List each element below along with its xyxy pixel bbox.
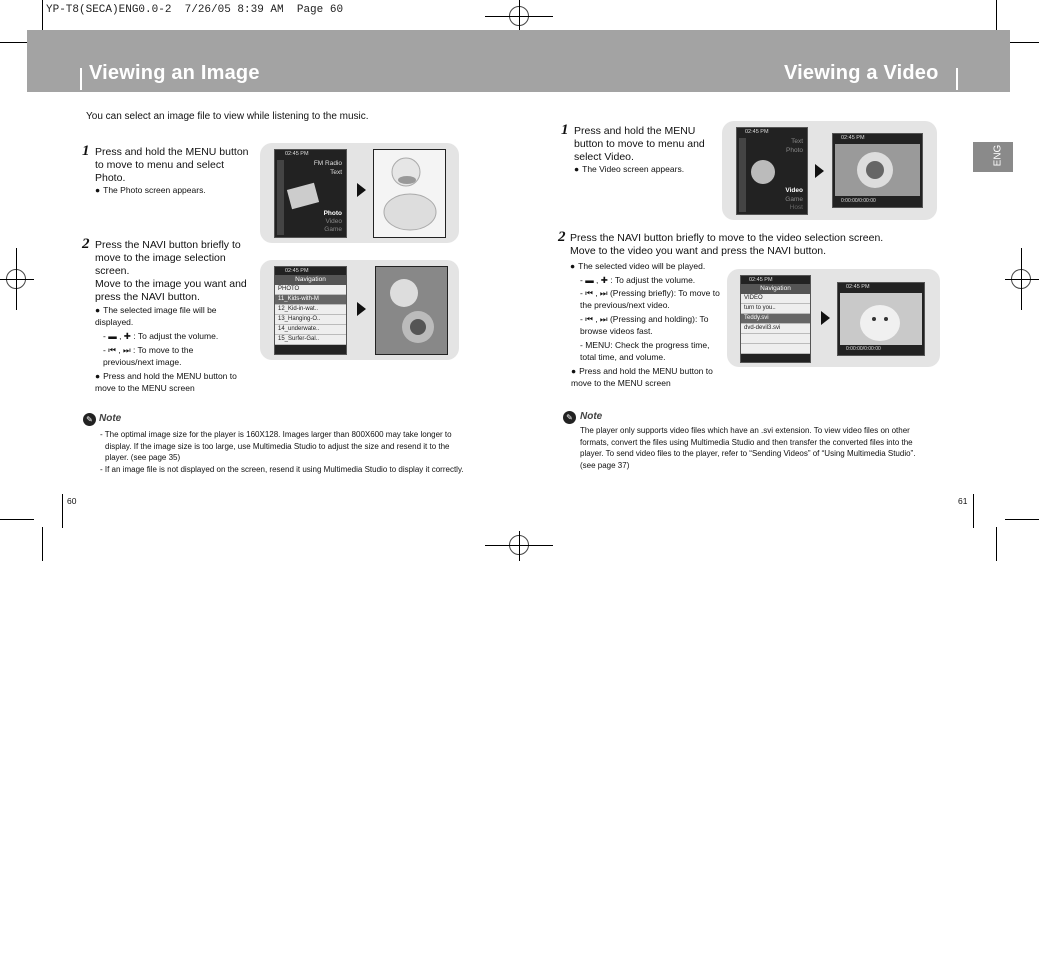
nav-header: Navigation: [275, 275, 346, 285]
player-screen-menu: 02:45 PM Text Photo Video Game Host: [736, 127, 808, 215]
registration-line: [1005, 279, 1039, 280]
sub-item: - ⏮ , ⏭ (Pressing and holding): To browse videos fast.: [580, 314, 709, 336]
photo-menu-icon: [287, 183, 319, 210]
list-item: [741, 344, 810, 354]
skip-icon: ⏮ , ⏭: [108, 345, 131, 355]
step-bullet: ● Press and hold the MENU button to move to the MENU screen: [95, 371, 250, 394]
intro-text: You can select an image file to view while listening to the music.: [86, 111, 369, 122]
duck-image: [373, 149, 446, 238]
video-frame: [835, 144, 920, 196]
note-icon: ✎: [83, 413, 96, 426]
title-bar-right: [956, 68, 958, 90]
list-item[interactable]: 13_Hanging-O..: [275, 315, 346, 325]
player-screen-menu: 02:45 PM FM Radio Text Photo Video Game: [274, 149, 347, 238]
crop-mark: [42, 527, 43, 561]
video-playback-screen: 02:45 PM 0:00:00/0:00:00: [832, 133, 923, 208]
step-number: 1: [561, 122, 569, 138]
page-edge-mark: [973, 494, 974, 528]
step-bullet: ● The selected video will be played.: [570, 261, 730, 273]
list-item: [741, 334, 810, 344]
left-page-title: Viewing an Image: [89, 62, 260, 84]
step-bullet: ● Press and hold the MENU button to move to the MENU screen: [571, 366, 721, 389]
title-bar-left: [80, 68, 82, 90]
video-reel-icon: [751, 160, 775, 184]
crop-mark: [996, 0, 997, 34]
list-item[interactable]: dvd-devil3.svi: [741, 324, 810, 334]
sub-item: - ⏮ , ⏭ (Pressing briefly): To move to the previous/next video.: [580, 288, 720, 310]
language-tab: ENG: [973, 142, 1013, 172]
crop-mark: [1005, 519, 1039, 520]
menu-icon-strip: [277, 160, 284, 235]
note-item: - If an image file is not displayed on the screen, resend it using Multimedia Studio to display it correctly.: [100, 465, 464, 474]
sub-item: - ▬ , ✚ : To adjust the volume.: [580, 275, 696, 285]
arrow-icon: [357, 302, 366, 316]
registration-line: [0, 279, 34, 280]
volume-icon: ▬ , ✚: [108, 331, 131, 341]
crop-mark: [1005, 42, 1039, 43]
note-title: Note: [580, 411, 603, 422]
step-text: Press the NAVI button briefly to move to the video selection screen.: [570, 232, 884, 244]
step-text: Press and hold the MENU button to move to menu and select Photo.: [95, 146, 249, 184]
page-number: 60: [67, 496, 77, 506]
player-screen-navigation: 02:45 PM Navigation VIDEO turn to you.. Teddy.svi dvd-devil3.svi: [740, 275, 811, 363]
note-icon: ✎: [563, 411, 576, 424]
list-item[interactable]: 12_Kid-in-wat..: [275, 305, 346, 315]
crop-mark: [0, 519, 34, 520]
step-number: 2: [558, 229, 566, 245]
nav-header: Navigation: [741, 284, 810, 294]
step-bullet: ● The Video screen appears.: [574, 164, 714, 176]
sub-item: - ⏮ , ⏭ : To move to the previous/next image.: [103, 345, 194, 367]
registration-line: [16, 248, 17, 310]
menu-icon-strip: [739, 138, 746, 212]
step-text: Move to the image you want and press the NAVI button.: [95, 278, 247, 303]
registration-line: [519, 531, 520, 561]
step-bullet: ● The Photo screen appears.: [95, 185, 255, 197]
registration-line: [519, 0, 520, 30]
step-text: Move to the video you want and press the NAVI button.: [570, 245, 827, 257]
crop-mark: [996, 527, 997, 561]
page-number: 61: [958, 496, 968, 506]
registration-line: [1021, 248, 1022, 310]
sub-item: - MENU: Check the progress time, total time, and volume.: [580, 340, 710, 362]
step-text: Press the NAVI button briefly to move to the image selection screen.: [95, 239, 241, 277]
list-item[interactable]: 14_underwate..: [275, 325, 346, 335]
list-item[interactable]: 11_Kids-with-M: [275, 295, 346, 305]
note-title: Note: [99, 413, 122, 424]
list-item[interactable]: turn to you..: [741, 304, 810, 314]
list-item[interactable]: Teddy.svi: [741, 314, 810, 324]
crop-mark: [42, 0, 43, 34]
step-bullet: ● The selected image file will be displayed.: [95, 305, 235, 328]
video-frame: [840, 293, 922, 345]
step-number: 2: [82, 236, 90, 252]
right-page-title: Viewing a Video: [784, 62, 939, 84]
page-edge-mark: [62, 494, 63, 528]
list-item[interactable]: PHOTO: [275, 285, 346, 295]
note-item: - The optimal image size for the player is 160X128. Images larger than 800X600 may take longer to display. If the image size is too large, use Multimedia Studio to adjust the size and resend it to the player. (see page 35): [100, 430, 452, 462]
sub-item: - ▬ , ✚ : To adjust the volume.: [103, 331, 219, 341]
video-playback-screen: 02:45 PM 0:00:00/0:00:00: [837, 282, 925, 356]
list-item[interactable]: 15_Surfer-Gal..: [275, 335, 346, 345]
player-screen-navigation: 02:45 PM Navigation PHOTO 11_Kids-with-M 12_Kid-in-wat.. 13_Hanging-O.. 14_underwate.. 15_Surfer-Gal..: [274, 266, 347, 355]
arrow-icon: [821, 311, 830, 325]
print-slug: YP-T8(SECA)ENG0.0-2 7/26/05 8:39 AM Page 60: [46, 4, 344, 16]
note-text: The player only supports video files which have an .svi extension. To view video files on other formats, convert the files using Multimedia Studio and then transfer the converted files into the player. To send video files to the player, refer to “Sending Videos” of “Using Multimedia Studio”. (see page 37): [580, 426, 916, 470]
arrow-icon: [357, 183, 366, 197]
list-item[interactable]: VIDEO: [741, 294, 810, 304]
step-number: 1: [82, 143, 90, 159]
kids-image: [375, 266, 448, 355]
step-text: Press and hold the MENU button to move to menu and select Video.: [574, 125, 705, 163]
arrow-icon: [815, 164, 824, 178]
